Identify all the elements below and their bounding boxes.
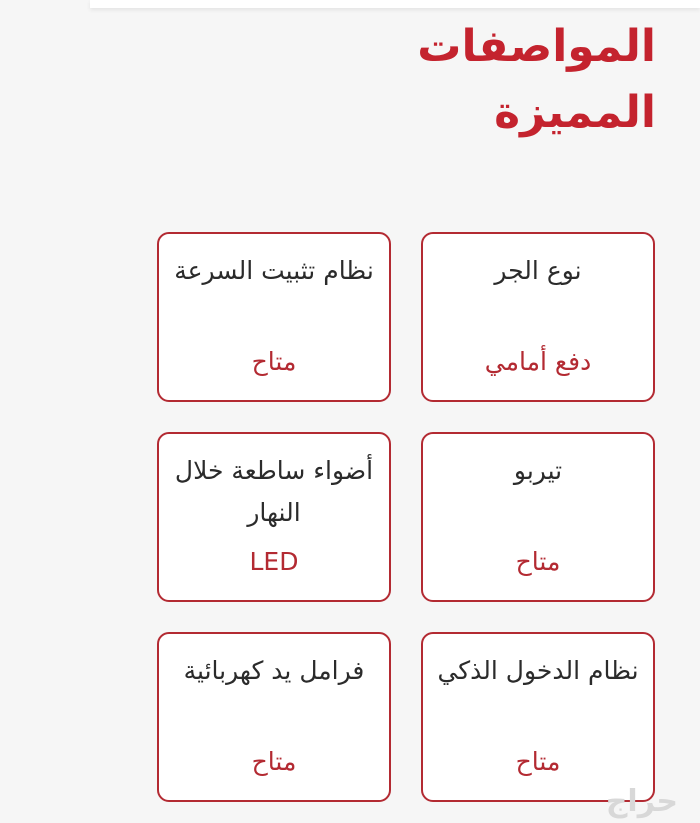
feature-label: فرامل يد كهربائية bbox=[183, 656, 365, 685]
feature-card-electric-parking-brake bbox=[157, 632, 391, 802]
feature-label: تيربو bbox=[513, 456, 563, 485]
feature-card-drive-type bbox=[421, 232, 655, 402]
feature-card-smart-entry bbox=[421, 632, 655, 802]
feature-value: متاح bbox=[515, 747, 561, 776]
feature-label: نظام الدخول الذكي bbox=[437, 656, 639, 685]
feature-value: متاح bbox=[515, 547, 561, 576]
feature-value: LED bbox=[249, 547, 299, 576]
feature-card-turbo bbox=[421, 432, 655, 602]
feature-value: دفع أمامي bbox=[484, 347, 592, 376]
feature-label: نوع الجر bbox=[494, 256, 582, 285]
feature-card-cruise-control bbox=[157, 232, 391, 402]
feature-label: أضواء ساطعة خلال النهار bbox=[174, 456, 374, 527]
top-bar bbox=[90, 0, 700, 8]
haraj-watermark: حراج bbox=[605, 784, 678, 819]
section-title: المواصفات المميزة bbox=[417, 21, 656, 138]
feature-label: نظام تثبيت السرعة bbox=[174, 256, 374, 285]
feature-card-daytime-lights bbox=[157, 432, 391, 602]
feature-value: متاح bbox=[251, 747, 297, 776]
feature-value: متاح bbox=[251, 347, 297, 376]
